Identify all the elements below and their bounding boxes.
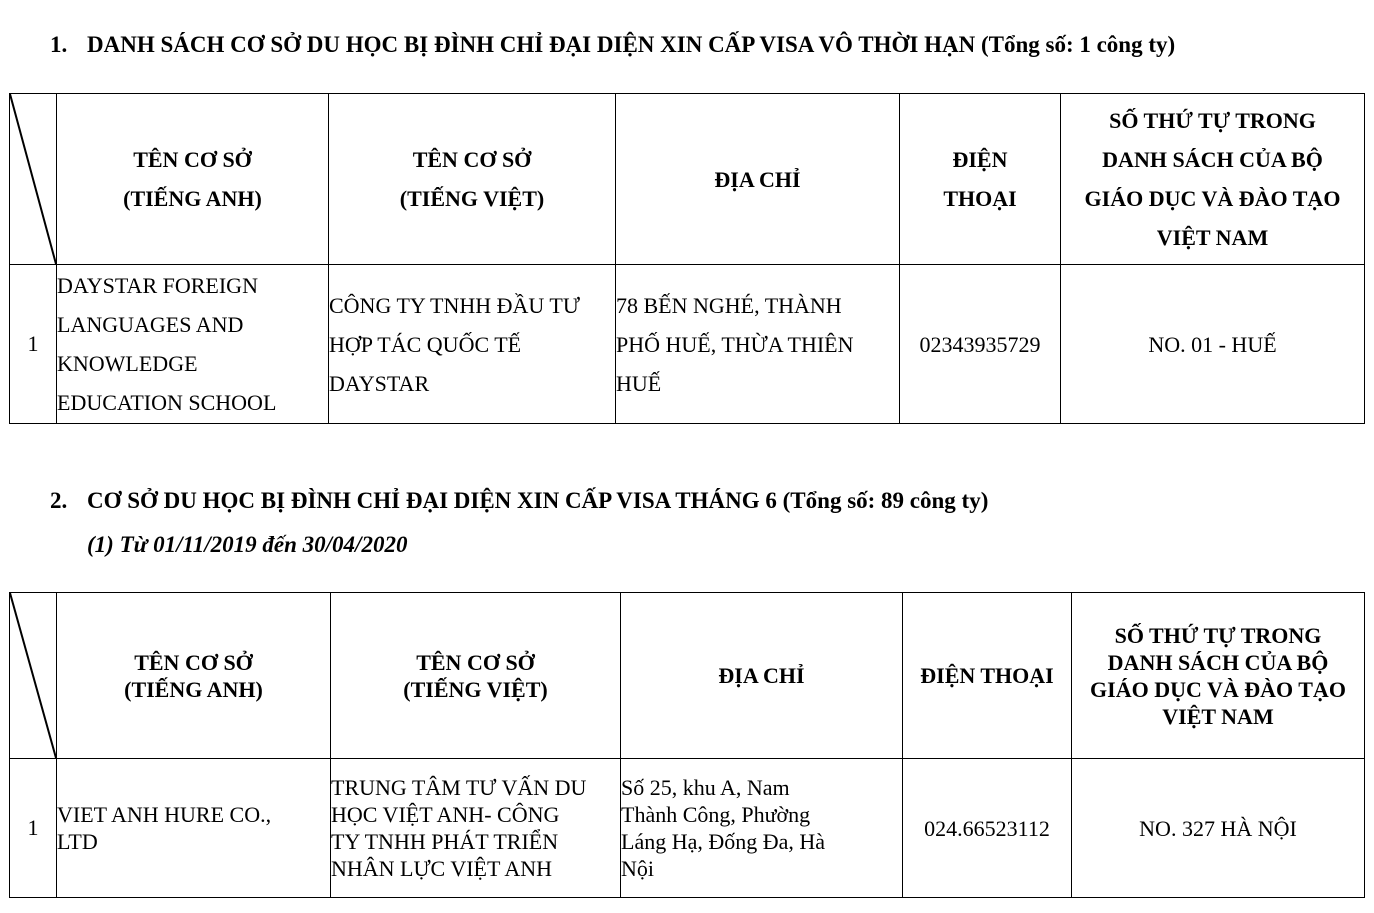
cell-line: LANGUAGES AND [57, 312, 244, 337]
table-1-header-name-vi [329, 94, 616, 265]
cell-line: VIET ANH HURE CO., [57, 802, 272, 827]
header-line: SỐ THỨ TỰ TRONG [1109, 108, 1316, 133]
row-ministry-no: NO. 327 HÀ NỘI [1072, 759, 1365, 898]
header-line: DANH SÁCH CỦA BỘ [1107, 649, 1329, 675]
header-line: TÊN CƠ SỞ [416, 649, 535, 675]
table-2 [9, 592, 1365, 898]
row-ministry-no: NO. 01 - HUẾ [1061, 265, 1365, 424]
table-1-header-name-en [57, 94, 329, 265]
cell-line: PHỐ HUẾ, THỪA THIÊN [616, 331, 854, 357]
cell-line: DAYSTAR [329, 370, 430, 396]
header-line: VIỆT NAM [1162, 703, 1274, 729]
header-line: GIÁO DỤC VÀ ĐÀO TẠO [1090, 676, 1346, 702]
table-1 [9, 93, 1365, 424]
header-line: THOẠI [943, 186, 1017, 211]
row-index: 1 [10, 265, 57, 424]
header-line: TÊN CƠ SỞ [134, 649, 253, 675]
row-address [616, 265, 900, 424]
table-1-header-address [616, 94, 900, 265]
table-2-header-row [10, 593, 1365, 759]
cell-line: CÔNG TY TNHH ĐẦU TƯ [329, 292, 580, 318]
table-1-header-row [10, 94, 1365, 265]
header-line: (TIẾNG ANH) [124, 676, 263, 702]
row-name-en [57, 265, 329, 424]
section-2-title: CƠ SỞ DU HỌC BỊ ĐÌNH CHỈ ĐẠI DIỆN XIN CẤP VISA THÁNG 6 (Tổng số: 89 công ty) [87, 488, 989, 513]
table-1-header-ministry-no [1061, 94, 1365, 265]
header-line: (TIẾNG VIỆT) [399, 186, 545, 211]
table-2-header-name-vi [331, 593, 621, 759]
table-2-header-address [621, 593, 903, 759]
header-line: DANH SÁCH CỦA BỘ [1102, 147, 1323, 172]
cell-line: Thành Công, Phường [621, 802, 811, 827]
row-name-en [57, 759, 331, 898]
section-1-number: 1. [50, 32, 68, 57]
header-line: GIÁO DỤC VÀ ĐÀO TẠO [1084, 186, 1341, 211]
row-phone: 024.66523112 [903, 759, 1072, 898]
section-2-heading [50, 489, 988, 512]
cell-line: Số 25, khu A, Nam [621, 775, 790, 800]
cell-line: HỌC VIỆT ANH- CÔNG [331, 802, 560, 827]
header-line: TÊN CƠ SỞ [412, 147, 532, 172]
header-line: (TIẾNG VIỆT) [403, 676, 548, 702]
section-2-number: 2. [50, 488, 68, 513]
table-2-index-header [10, 593, 57, 759]
cell-line: TY TNHH PHÁT TRIỂN [331, 829, 559, 854]
cell-line: NHÂN LỰC VIỆT ANH [331, 856, 552, 881]
table-row [10, 265, 1365, 424]
row-phone: 02343935729 [900, 265, 1061, 424]
section-1-title: DANH SÁCH CƠ SỞ DU HỌC BỊ ĐÌNH CHỈ ĐẠI DIỆN XIN CẤP VISA VÔ THỜI HẠN (Tổng số: 1 công ty) [87, 32, 1176, 57]
table-1-index-header [10, 94, 57, 265]
cell-line: KNOWLEDGE [57, 351, 198, 376]
table-2-header-phone [903, 593, 1072, 759]
cell-line: Nội [621, 856, 654, 881]
section-2-subtitle: (1) Từ 01/11/2019 đến 30/04/2020 [87, 532, 408, 557]
section-1-heading [50, 33, 1175, 56]
cell-line: LTD [57, 829, 98, 854]
header-line: TÊN CƠ SỞ [133, 147, 252, 172]
header-line: VIỆT NAM [1156, 225, 1269, 250]
cell-line: TRUNG TÂM TƯ VẤN DU [331, 775, 587, 800]
header-line: (TIẾNG ANH) [123, 186, 262, 211]
cell-line: DAYSTAR FOREIGN [57, 273, 258, 298]
row-name-vi [329, 265, 616, 424]
table-row [10, 759, 1365, 898]
cell-line: HỢP TÁC QUỐC TẾ [329, 331, 522, 357]
header-line: SỐ THỨ TỰ TRONG [1114, 622, 1322, 648]
row-index: 1 [10, 759, 57, 898]
row-address [621, 759, 903, 898]
header-line: ĐỊA CHỈ [718, 663, 805, 688]
cell-line: Láng Hạ, Đống Đa, Hà [621, 829, 826, 854]
cell-line: 78 BẾN NGHÉ, THÀNH [616, 292, 842, 318]
diagonal-line-icon [10, 94, 56, 264]
table-2-header-ministry-no [1072, 593, 1365, 759]
header-line: ĐIỆN THOẠI [920, 663, 1054, 688]
table-1-header-phone [900, 94, 1061, 265]
header-line: ĐỊA CHỈ [714, 166, 801, 192]
row-name-vi [331, 759, 621, 898]
diagonal-line-icon [10, 593, 56, 758]
table-2-header-name-en [57, 593, 331, 759]
header-line: ĐIỆN [952, 147, 1008, 172]
cell-line: EDUCATION SCHOOL [57, 390, 277, 415]
cell-line: HUẾ [616, 370, 662, 396]
